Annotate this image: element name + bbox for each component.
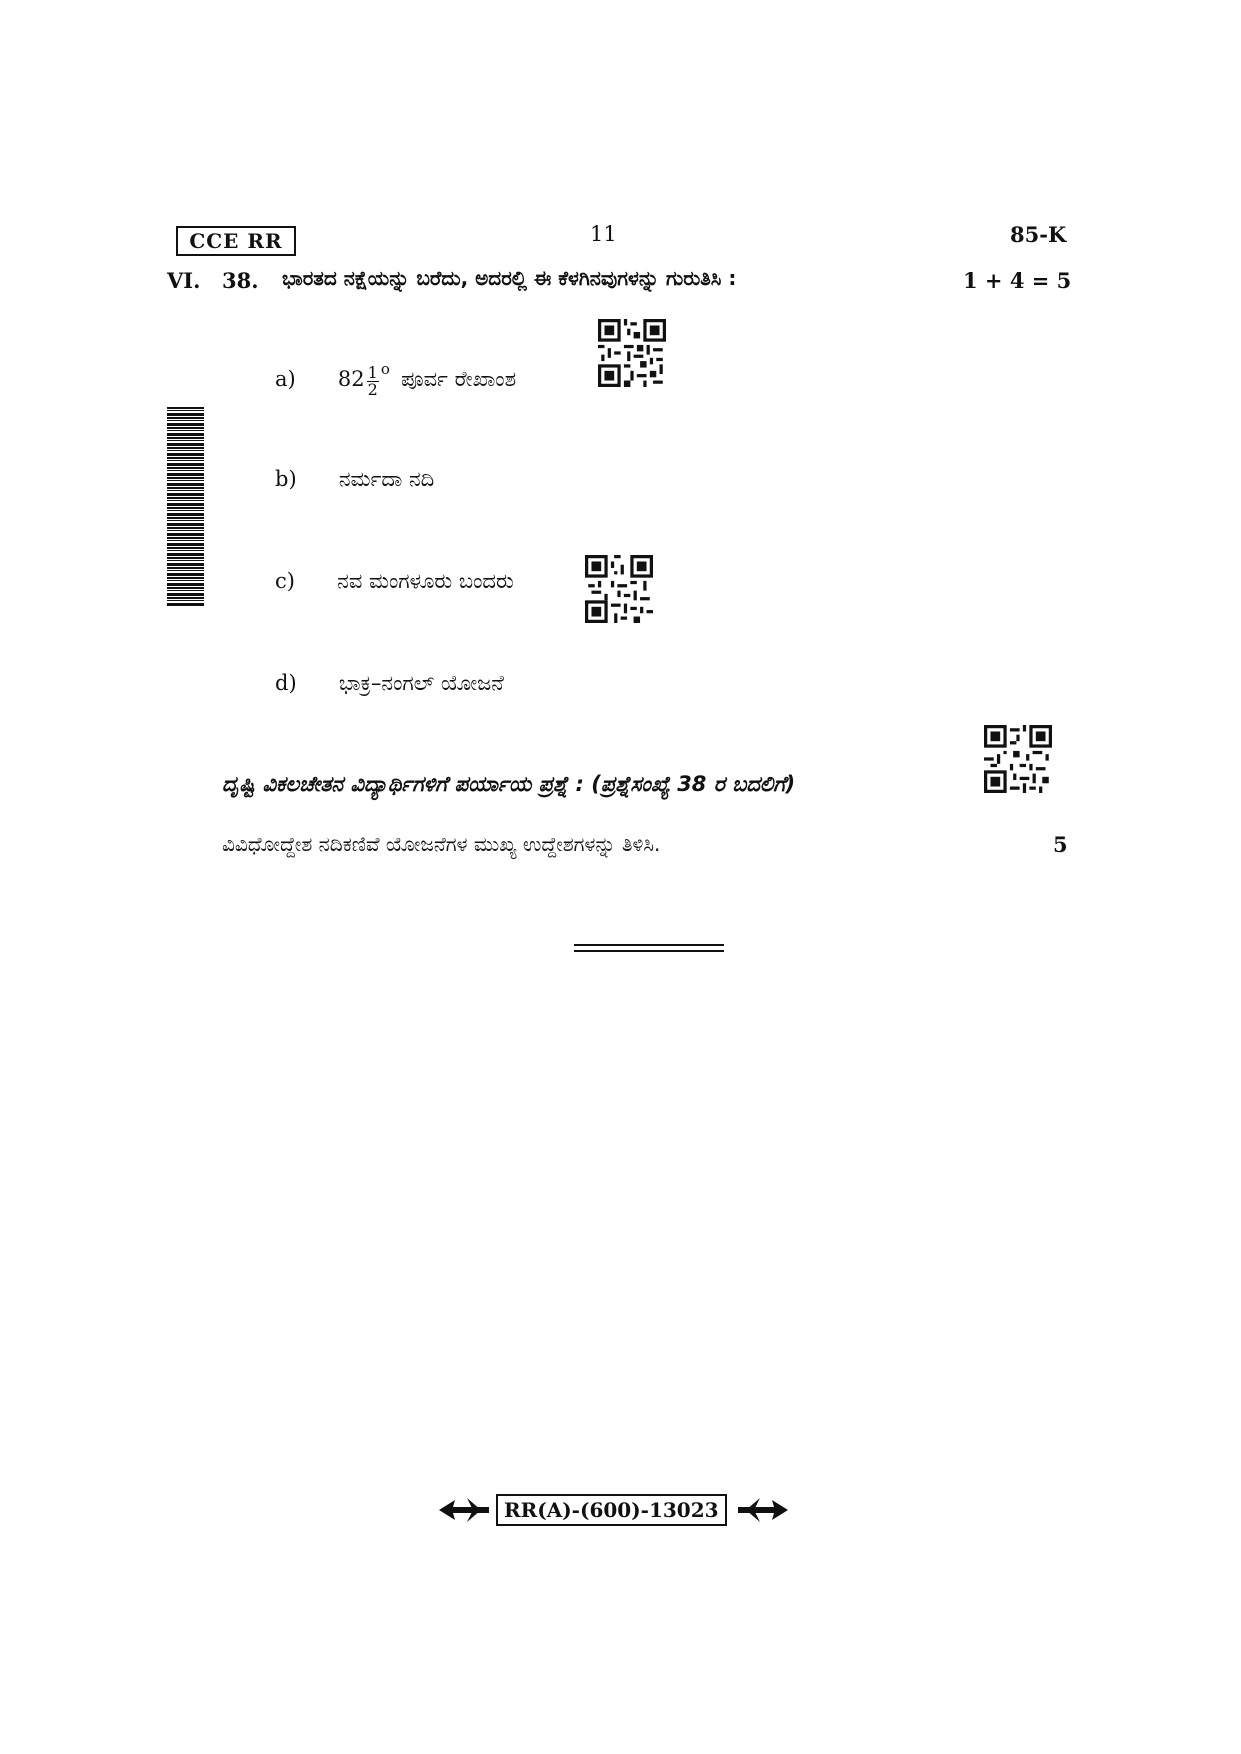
option-label: c) xyxy=(275,569,295,593)
degree-symbol: o xyxy=(380,359,390,378)
option-d xyxy=(275,671,504,696)
option-text: ನರ್ಮದಾ ನದಿ xyxy=(338,467,435,491)
longitude-value: 82 xyxy=(337,367,365,391)
qr-code-icon xyxy=(598,319,666,387)
option-text: ನವ ಮಂಗಳೂರು ಬಂದರು xyxy=(337,569,514,593)
fraction-denominator: 2 xyxy=(367,380,378,399)
qr-code-icon xyxy=(585,555,653,623)
end-rule xyxy=(574,950,724,952)
option-text: ಭಾಕ್ರ–ನಂಗಲ್ ಯೋಜನೆ xyxy=(338,671,504,695)
option-label: a) xyxy=(275,367,296,391)
option-a xyxy=(275,359,517,399)
alternate-question-heading: ದೃಷ್ಟಿ ವಿಕಲಚೇತನ ವಿದ್ಯಾರ್ಥಿಗಳಿಗೆ ಪರ್ಯಾಯ ಪ್ರಶ್ನೆ : (ಪ್ರಶ್ನೆಸಂಖ್ಯೆ 38 ರ ಬದಲಿಗೆ) xyxy=(222,772,796,796)
barcode-icon xyxy=(167,407,204,607)
question-marks: 1 + 4 = 5 xyxy=(963,268,1072,293)
fraction-numerator: 1 xyxy=(367,363,378,382)
left-arrow-ornament-icon xyxy=(437,1494,491,1526)
question-text: ಭಾರತದ ನಕ್ಷೆಯನ್ನು ಬರೆದು, ಅದರಲ್ಲಿ ಈ ಕೆಳಗಿನವುಗಳನ್ನು ಗುರುತಿಸಿ : xyxy=(282,266,737,290)
half-fraction xyxy=(367,365,379,398)
paper-code: 85-K xyxy=(1010,222,1067,247)
alternate-question-marks: 5 xyxy=(1053,832,1068,857)
page-number: 11 xyxy=(590,222,617,246)
footer-code: RR(A)-(600)-13023 xyxy=(496,1494,727,1526)
option-b xyxy=(275,467,434,492)
right-arrow-ornament-icon xyxy=(736,1494,790,1526)
option-c xyxy=(275,569,514,594)
qr-code-icon xyxy=(984,725,1052,793)
end-rule xyxy=(574,944,724,946)
section-number: VI. xyxy=(167,268,201,293)
question-number: 38. xyxy=(222,268,259,293)
option-label: d) xyxy=(275,671,297,695)
option-label: b) xyxy=(275,467,297,491)
series-code-box: CCE RR xyxy=(176,226,296,256)
option-text: ಪೂರ್ವ ರೇಖಾಂಶ xyxy=(400,367,517,391)
alternate-question-text: ವಿವಿಧೋದ್ದೇಶ ನದಿಕಣಿವೆ ಯೋಜನೆಗಳ ಮುಖ್ಯ ಉದ್ದೇಶಗಳನ್ನು ತಿಳಿಸಿ. xyxy=(222,832,661,856)
